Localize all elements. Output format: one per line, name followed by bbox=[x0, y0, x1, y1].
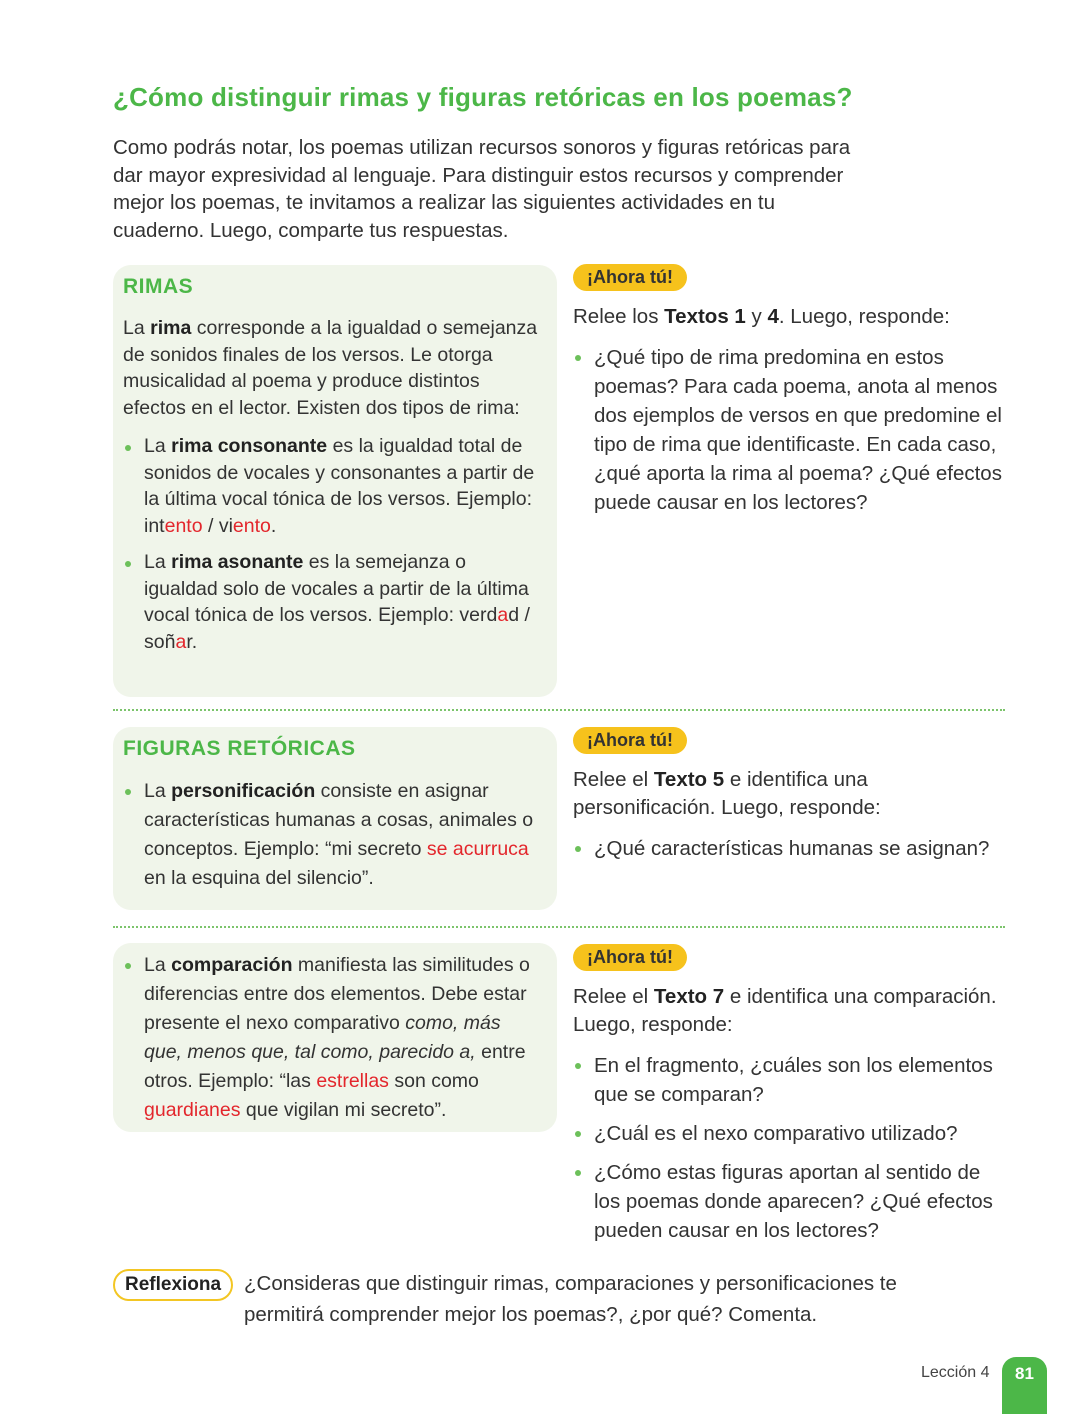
highlighted-text: ento bbox=[232, 514, 271, 537]
ahora-tu-badge: ¡Ahora tú! bbox=[573, 264, 687, 291]
list-item bbox=[123, 777, 543, 893]
ahora-tu-badge: ¡Ahora tú! bbox=[573, 944, 687, 971]
list-item bbox=[123, 549, 543, 655]
ahora-tu-badge: ¡Ahora tú! bbox=[573, 727, 687, 754]
bold-term: rima consonante bbox=[171, 435, 328, 457]
highlighted-text: se acurruca bbox=[426, 838, 529, 860]
text-segment: e identifica una personificación. Luego, responde: bbox=[573, 768, 881, 819]
list-item bbox=[123, 433, 543, 539]
bold-term: rima asonante bbox=[171, 551, 304, 573]
bold-term: rima bbox=[150, 317, 192, 339]
bold-term: Texto 5 bbox=[653, 768, 725, 791]
highlighted-text: guardianes bbox=[144, 1099, 241, 1121]
rimas-list bbox=[123, 433, 543, 655]
instruction bbox=[573, 766, 1008, 822]
text-segment: La bbox=[123, 317, 151, 339]
text-segment: en la esquina del silencio”. bbox=[144, 867, 374, 889]
rimas-heading: RIMAS bbox=[123, 275, 194, 298]
text-segment: La bbox=[144, 435, 172, 457]
dotted-divider bbox=[113, 709, 1005, 711]
page-number: 81 bbox=[1002, 1357, 1047, 1414]
highlighted-text: estrellas bbox=[316, 1070, 389, 1092]
text-segment: . bbox=[270, 514, 277, 537]
text-segment: . Luego, responde: bbox=[778, 305, 950, 328]
text-segment: corresponde a la igualdad o semejanza de sonidos finales de los versos. Le otorga musicalidad al poema y produce distintos efectos en el lector. Existen dos tipos de rima: bbox=[123, 317, 538, 419]
instruction bbox=[573, 983, 1008, 1039]
list-item: En el fragmento, ¿cuáles son los elementos que se comparan? bbox=[573, 1051, 1008, 1109]
figuras-heading: FIGURAS RETÓRICAS bbox=[123, 737, 356, 760]
figuras-box bbox=[113, 727, 557, 910]
text-segment: d / soñ bbox=[144, 604, 530, 653]
ahora-tu-comparacion bbox=[573, 944, 1008, 1255]
list-item bbox=[123, 951, 543, 1125]
text-segment: / vi bbox=[202, 514, 233, 537]
text-segment: son como bbox=[388, 1070, 479, 1092]
text-segment: es la igualdad total de sonidos de vocales y consonantes a partir de la última vocal tónica de los versos. Ejemplo: int bbox=[144, 435, 535, 537]
intro-paragraph: Como podrás notar, los poemas utilizan recursos sonoros y figuras retóricas para dar mayor expresividad al lenguaje. Para distinguir estos recursos y comprender mejor los poemas, te invitamos a realizar las siguientes actividades en tu cuaderno. Luego, comparte tus respuestas. bbox=[113, 136, 851, 242]
text-segment: y bbox=[745, 305, 768, 328]
text-segment: La bbox=[144, 954, 172, 976]
text-segment: Relee los bbox=[573, 305, 665, 328]
ahora-tu-personificacion bbox=[573, 727, 1008, 873]
text-segment: e identifica una comparación. Luego, responde: bbox=[573, 985, 997, 1036]
rima-definition bbox=[123, 315, 543, 421]
text-segment: La bbox=[144, 780, 172, 802]
text-segment: r. bbox=[186, 630, 198, 653]
list-item: ¿Qué tipo de rima predomina en estos poemas? Para cada poema, anota al menos dos ejemplos de versos en que predomine el tipo de rima que identificaste. En cada caso, ¿qué aporta la rima al poema? ¿Qué efectos puede causar en los lectores? bbox=[573, 343, 1008, 517]
rimas-box bbox=[113, 265, 557, 697]
dotted-divider bbox=[113, 926, 1005, 928]
list-item: ¿Qué características humanas se asignan? bbox=[573, 834, 1008, 863]
highlighted-text: ento bbox=[164, 514, 203, 537]
bold-term: personificación bbox=[171, 780, 316, 802]
bold-term: comparación bbox=[171, 954, 293, 976]
text-segment: entre otros. Ejemplo: “las bbox=[144, 1041, 526, 1092]
list-item: ¿Cómo estas figuras aportan al sentido de los poemas donde aparecen? ¿Qué efectos pueden causar en los lectores? bbox=[573, 1158, 1008, 1245]
comparacion-box bbox=[113, 943, 557, 1132]
text-segment: Relee el bbox=[573, 985, 654, 1008]
text-segment: La bbox=[144, 551, 172, 573]
text-segment: manifiesta las similitudes o diferencias entre dos elementos. Debe estar presente el nexo comparativo bbox=[144, 954, 530, 1034]
bold-term: 4 bbox=[767, 305, 779, 328]
lesson-label: Lección 4 bbox=[921, 1364, 990, 1381]
highlighted-text: a bbox=[175, 630, 187, 653]
page-title: ¿Cómo distinguir rimas y figuras retóricas en los poemas? bbox=[113, 82, 853, 112]
reflexiona-text: ¿Consideras que distinguir rimas, comparaciones y personificaciones te permitirá comprender mejor los poemas?, ¿por qué? Comenta. bbox=[244, 1272, 897, 1326]
bold-term: Textos 1 bbox=[664, 305, 746, 328]
reflexiona-badge: Reflexiona bbox=[113, 1269, 233, 1301]
bold-term: Texto 7 bbox=[653, 985, 725, 1008]
ahora-tu-rimas bbox=[573, 264, 1008, 527]
text-segment: consiste en asignar características humanas a cosas, animales o conceptos. Ejemplo: “mi secreto bbox=[144, 780, 534, 860]
text-segment: Relee el bbox=[573, 768, 654, 791]
text-segment: es la semejanza o igualdad solo de vocales a partir de la última vocal tónica de los versos. Ejemplo: verd bbox=[144, 551, 529, 626]
list-item: ¿Cuál es el nexo comparativo utilizado? bbox=[573, 1119, 1008, 1148]
italic-text: como, más que, menos que, tal como, parecido a, bbox=[144, 1012, 501, 1063]
text-segment: que vigilan mi secreto”. bbox=[240, 1099, 447, 1121]
highlighted-text: a bbox=[497, 604, 509, 626]
instruction bbox=[573, 303, 1008, 331]
